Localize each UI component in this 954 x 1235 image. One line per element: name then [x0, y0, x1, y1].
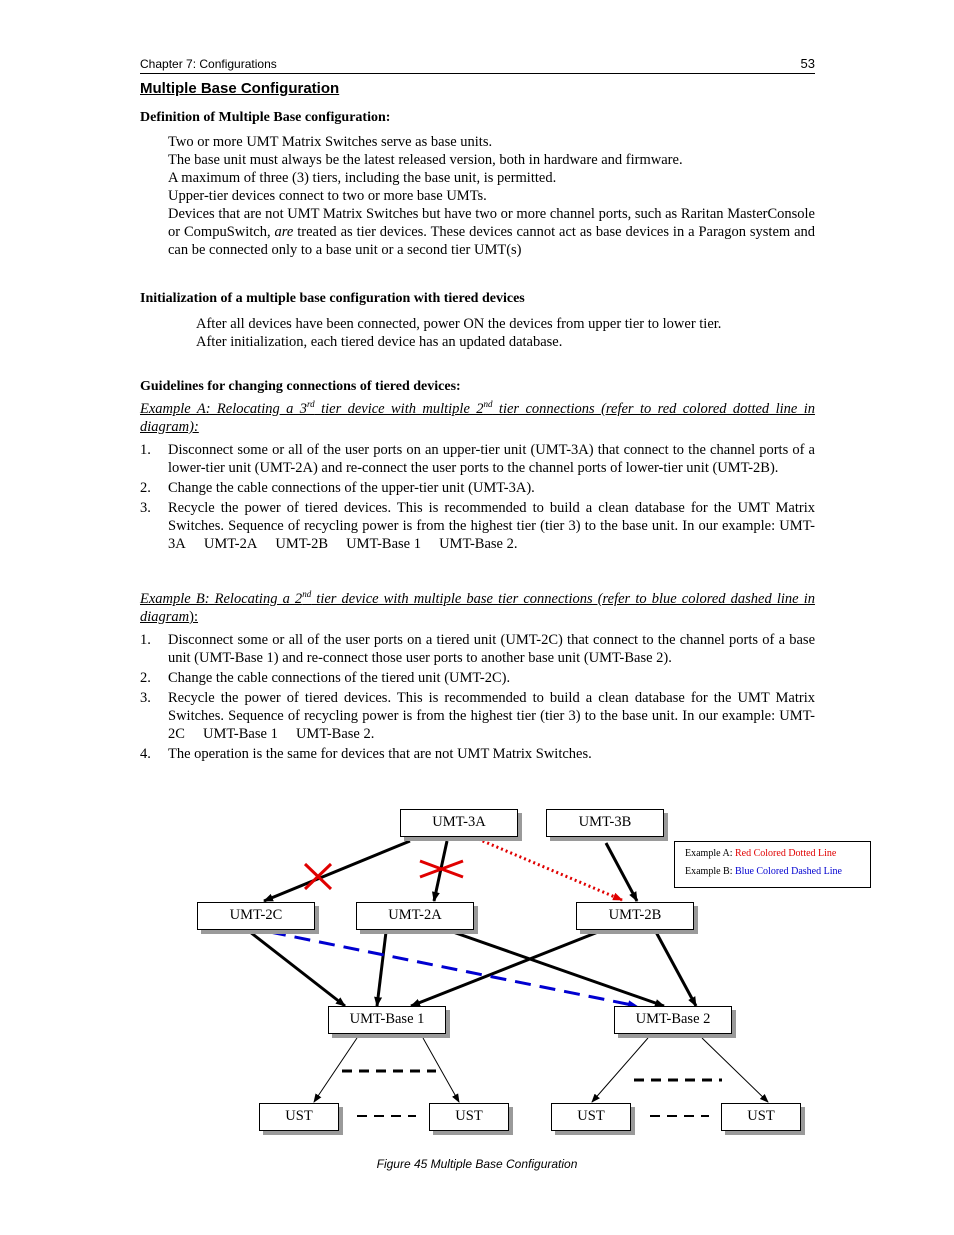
example-b-sup: nd — [302, 589, 312, 600]
node-umt-2b: UMT-2B — [576, 902, 694, 930]
step-text: Recycle the power of tiered devices. This is recommended to build a clean database for the UMT Matrix Switches. Sequence of recycling power is from the highest tier (tier 3) to the base unit. In our example: UMT-2C UMT-Base 1 UMT-Base 2. — [168, 690, 815, 742]
link-2a-base2 — [453, 932, 664, 1006]
definition-line: Two or more UMT Matrix Switches serve as base units. — [168, 134, 493, 150]
link-3b-2b — [606, 843, 637, 901]
definition-heading: Definition of Multiple Base configuration: — [140, 110, 391, 125]
node-umt-base-2: UMT-Base 2 — [614, 1006, 732, 1034]
example-b-text: tier device with multiple base tier connections (refer to blue colored dashed line in diagram — [140, 591, 815, 625]
step-text: Change the cable connections of the tiered unit (UMT-2C). — [168, 670, 511, 686]
link-base2-ust — [592, 1038, 648, 1102]
example-b-text: Example B: Relocating a 2 — [140, 591, 303, 607]
chapter-title: Chapter 7: Configurations — [140, 57, 277, 71]
link-2b-base2 — [656, 932, 696, 1006]
step-text: Disconnect some or all of the user ports on a tiered unit (UMT-2C) that connect to the channel ports of a base unit (UMT-Base 1) and re-connect those user ports to another base unit (UMT-Base 2). — [168, 632, 815, 666]
initialization-heading: Initialization of a multiple base configuration with tiered devices — [140, 291, 525, 306]
node-ust: UST — [429, 1103, 509, 1131]
step-text: Disconnect some or all of the user ports on an upper-tier unit (UMT-3A) that connect to the channel ports of a lower-tier unit (UMT-2A) and re-connect the user ports to the channel ports of lower-tier unit (UMT-2B). — [168, 442, 815, 476]
legend-blue-text: Blue Colored Dashed Line — [735, 866, 842, 877]
step-text: Recycle the power of tiered devices. This is recommended to build a clean database for the UMT Matrix Switches. Sequence of recycling power is from the highest tier (tier 3) to the base unit. In our example: UMT-3A UMT-2A UMT-2B UMT-Base 1 UMT-Base 2. — [168, 500, 815, 552]
definition-line: The base unit must always be the latest released version, both in hardware and firmware. — [168, 152, 683, 168]
step-text: Change the cable connections of the upper-tier unit (UMT-3A). — [168, 480, 535, 496]
blue-dashed-link — [270, 932, 637, 1006]
example-a-sup: nd — [483, 399, 493, 410]
step-number: 1. — [140, 442, 151, 458]
legend-row-example-b — [685, 866, 842, 877]
step-number: 3. — [140, 500, 151, 516]
link-base2-ust — [702, 1038, 768, 1102]
example-a-text: tier connections (refer to red colored dotted line in diagram): — [140, 401, 815, 435]
legend-label: Example A: — [685, 848, 735, 859]
example-a-text: Example A: Relocating a 3 — [140, 401, 308, 417]
initialization-line: After initialization, each tiered device has an updated database. — [196, 334, 563, 350]
definition-line: Upper-tier devices connect to two or more base UMTs. — [168, 188, 487, 204]
devices-text-part: Devices that are not UMT Matrix Switches but have two or more channel ports, such as Raritan MasterConsole or CompuSwitch, — [168, 206, 815, 240]
link-2b-base1 — [411, 932, 598, 1006]
step-number: 2. — [140, 670, 151, 686]
definition-line: A maximum of three (3) tiers, including the base unit, is permitted. — [168, 170, 557, 186]
link-2a-base1 — [377, 932, 386, 1006]
node-ust: UST — [259, 1103, 339, 1131]
step-text: The operation is the same for devices that are not UMT Matrix Switches. — [168, 746, 592, 762]
step-number: 2. — [140, 480, 151, 496]
section-title: Multiple Base Configuration — [140, 80, 340, 97]
step-number: 1. — [140, 632, 151, 648]
example-a-text: tier device with multiple 2 — [314, 401, 484, 417]
devices-text-emphasis: are — [274, 224, 294, 240]
red-dotted-link — [478, 839, 622, 900]
node-umt-2c: UMT-2C — [197, 902, 315, 930]
node-ust: UST — [721, 1103, 801, 1131]
step-number: 4. — [140, 746, 151, 762]
page-number: 53 — [800, 56, 815, 71]
step-number: 3. — [140, 690, 151, 706]
legend-label: Example B: — [685, 866, 735, 877]
diagram-legend — [674, 841, 871, 888]
node-umt-2a: UMT-2A — [356, 902, 474, 930]
legend-row-example-a — [685, 848, 836, 859]
example-a-sup: rd — [307, 399, 315, 410]
node-umt-3b: UMT-3B — [546, 809, 664, 837]
node-ust: UST — [551, 1103, 631, 1131]
example-b-text: ): — [189, 609, 199, 625]
devices-text-part: treated as tier devices. These devices cannot act as base devices in a Paragon system and can be connected only to a base unit or a second tier UMT(s) — [168, 224, 816, 258]
figure-caption: Figure 45 Multiple Base Configuration — [376, 1157, 578, 1171]
legend-red-text: Red Colored Dotted Line — [735, 848, 837, 859]
node-umt-3a: UMT-3A — [400, 809, 518, 837]
node-umt-base-1: UMT-Base 1 — [328, 1006, 446, 1034]
guidelines-heading: Guidelines for changing connections of tiered devices: — [140, 379, 461, 394]
initialization-line: After all devices have been connected, power ON the devices from upper tier to lower tier. — [196, 316, 722, 332]
link-3a-2c — [264, 841, 410, 901]
